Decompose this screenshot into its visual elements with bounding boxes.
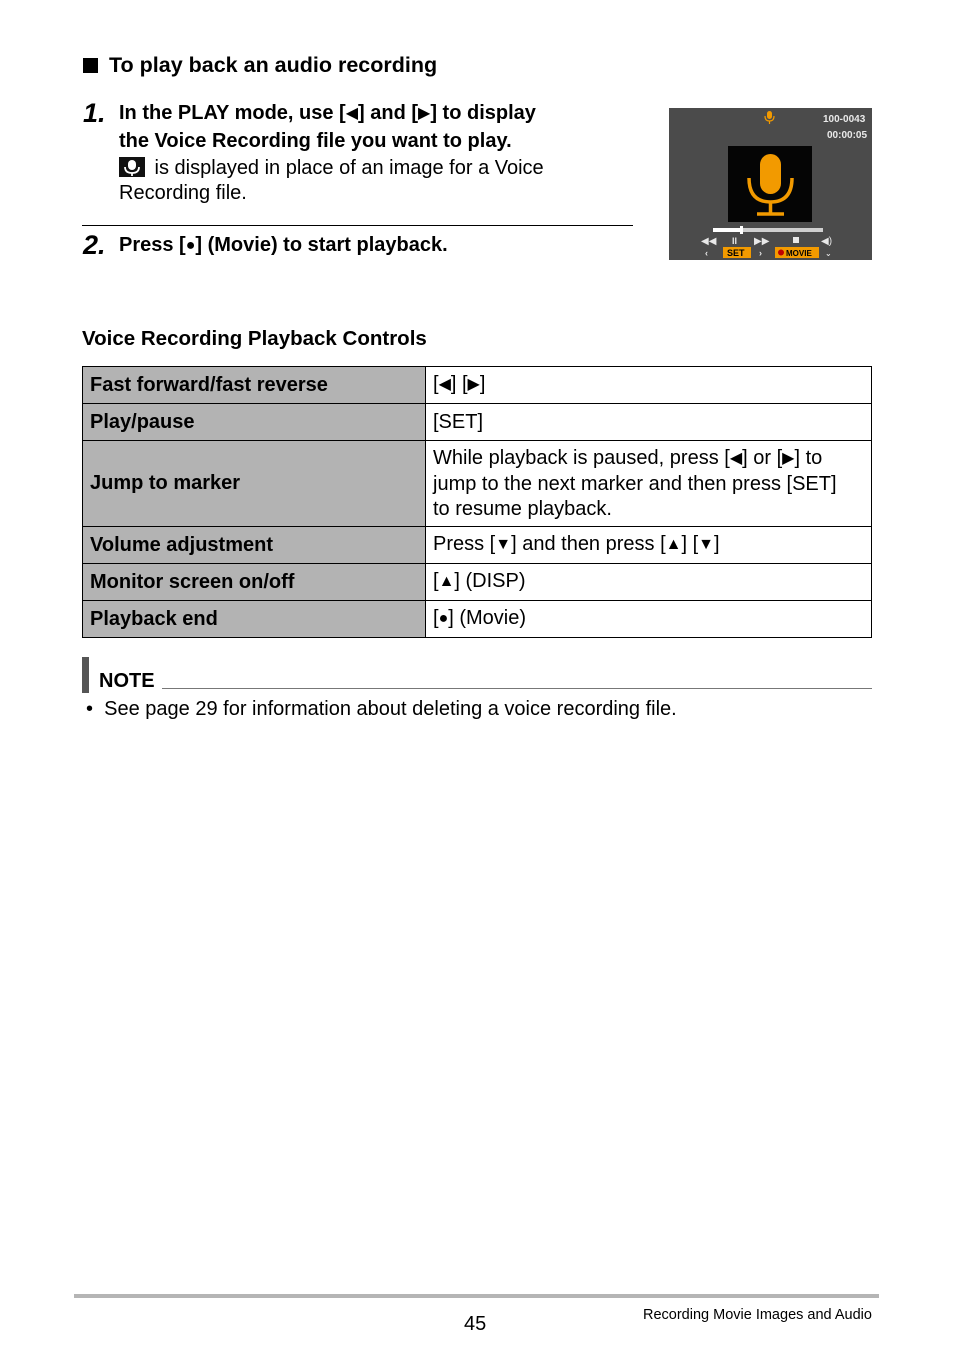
up-arrow-icon: ▲ [438, 573, 455, 590]
page-number: 45 [464, 1313, 487, 1335]
camera-screen-illustration [669, 108, 872, 260]
bullet: • [86, 698, 94, 720]
left-nav-icon: ‹ [705, 248, 708, 258]
control-text: [ [433, 570, 439, 592]
step-2-text-part: Press [ [119, 233, 186, 256]
square-bullet-icon [83, 58, 98, 73]
table-row [83, 564, 872, 601]
note-item-text: See page 29 for information about deleting a voice recording file. [104, 698, 677, 720]
down-nav-icon: ⌄ [825, 249, 832, 258]
playback-progress-handle [740, 226, 743, 234]
control-text: Press [ [433, 533, 496, 555]
control-keys [426, 564, 872, 601]
movie-dot-icon [778, 250, 784, 256]
control-text: to resume playback. [433, 497, 612, 520]
table-row [83, 527, 872, 564]
step-2-instruction [119, 232, 448, 260]
fast-forward-icon: ▶▶ [754, 236, 770, 247]
down-arrow-icon: ▼ [698, 536, 714, 553]
step-1 [83, 100, 544, 206]
step-divider [82, 225, 633, 226]
step-1-number: 1. [83, 98, 106, 128]
table-row [83, 367, 872, 404]
movie-label: MOVIE [786, 249, 812, 258]
playback-controls-table [82, 366, 872, 638]
set-label: SET [727, 248, 745, 258]
section-heading-text: To play back an audio recording [109, 53, 438, 77]
note-marker-bar [82, 657, 89, 693]
control-text: ] to [794, 446, 823, 469]
table-row [83, 441, 872, 527]
control-text: ] [479, 373, 486, 395]
down-arrow-icon: ▼ [495, 536, 512, 553]
control-text: ] or [ [742, 446, 783, 469]
volume-icon: ◀) [821, 236, 833, 247]
table-title: Voice Recording Playback Controls [82, 327, 427, 350]
right-arrow-icon: ▶ [782, 449, 795, 467]
left-arrow-icon: ◀ [345, 105, 359, 122]
control-text: ] and then press [ [511, 533, 666, 555]
control-name: Jump to marker [83, 441, 426, 527]
control-text: ] [ [450, 373, 468, 395]
footer-section-title: Recording Movie Images and Audio [643, 1307, 872, 1323]
section-heading [83, 53, 437, 78]
left-arrow-icon: ◀ [729, 449, 743, 467]
step-1-text-part: ] to display [430, 102, 536, 124]
control-text: While playback is paused, press [ [433, 446, 730, 469]
control-text: jump to the next marker and then press [SET] [433, 472, 837, 495]
table-row [83, 601, 872, 638]
control-name: Play/pause [83, 404, 426, 441]
control-name: Monitor screen on/off [83, 564, 426, 601]
control-text: ] (DISP) [454, 570, 526, 592]
voice-recording-icon [119, 157, 145, 177]
step-1-description [119, 156, 544, 206]
stop-icon [793, 237, 799, 243]
up-arrow-icon: ▲ [665, 536, 682, 553]
file-number-readout: 100-0043 [823, 114, 866, 125]
control-text: ] (Movie) [448, 607, 527, 629]
step-1-text-part: the Voice Recording file you want to play. [119, 130, 512, 152]
control-name: Volume adjustment [83, 527, 426, 564]
right-nav-icon: › [759, 248, 762, 258]
elapsed-time-readout: 00:00:05 [827, 130, 868, 141]
step-2-text-part: ] (Movie) to start playback. [195, 233, 448, 256]
step-1-text-part: In the PLAY mode, use [ [119, 102, 346, 124]
table-row [83, 404, 872, 441]
record-dot-icon: ● [185, 236, 196, 254]
rewind-icon: ◀◀ [701, 236, 717, 247]
control-text: ] [ [681, 533, 699, 555]
pause-icon: II [732, 236, 738, 246]
playback-progress-fill [713, 228, 741, 232]
note-item [86, 698, 677, 721]
control-keys [426, 601, 872, 638]
control-name: Playback end [83, 601, 426, 638]
record-dot-icon: ● [438, 610, 449, 627]
control-keys [426, 527, 872, 564]
camera-screen-graphic [669, 108, 872, 260]
left-arrow-icon: ◀ [438, 376, 451, 393]
control-keys: [◀] [▶] [426, 367, 872, 404]
note-rule [162, 688, 872, 689]
control-text: ] [714, 533, 720, 555]
note-label: NOTE [99, 670, 155, 692]
step-1-desc-text: is displayed in place of an image for a Voice [149, 157, 544, 179]
step-1-desc-text: Recording file. [119, 182, 247, 204]
control-keys [426, 441, 872, 527]
right-arrow-icon: ▶ [418, 105, 431, 122]
footer-rule [74, 1294, 879, 1298]
control-text: [ [433, 607, 439, 629]
step-2 [83, 230, 448, 261]
step-1-instruction [119, 100, 544, 155]
right-arrow-icon: ▶ [467, 376, 480, 393]
control-keys: [SET] [426, 404, 872, 441]
control-name: Fast forward/fast reverse [83, 367, 426, 404]
step-2-number: 2. [83, 230, 106, 260]
step-1-text-part: ] and [ [358, 102, 419, 124]
